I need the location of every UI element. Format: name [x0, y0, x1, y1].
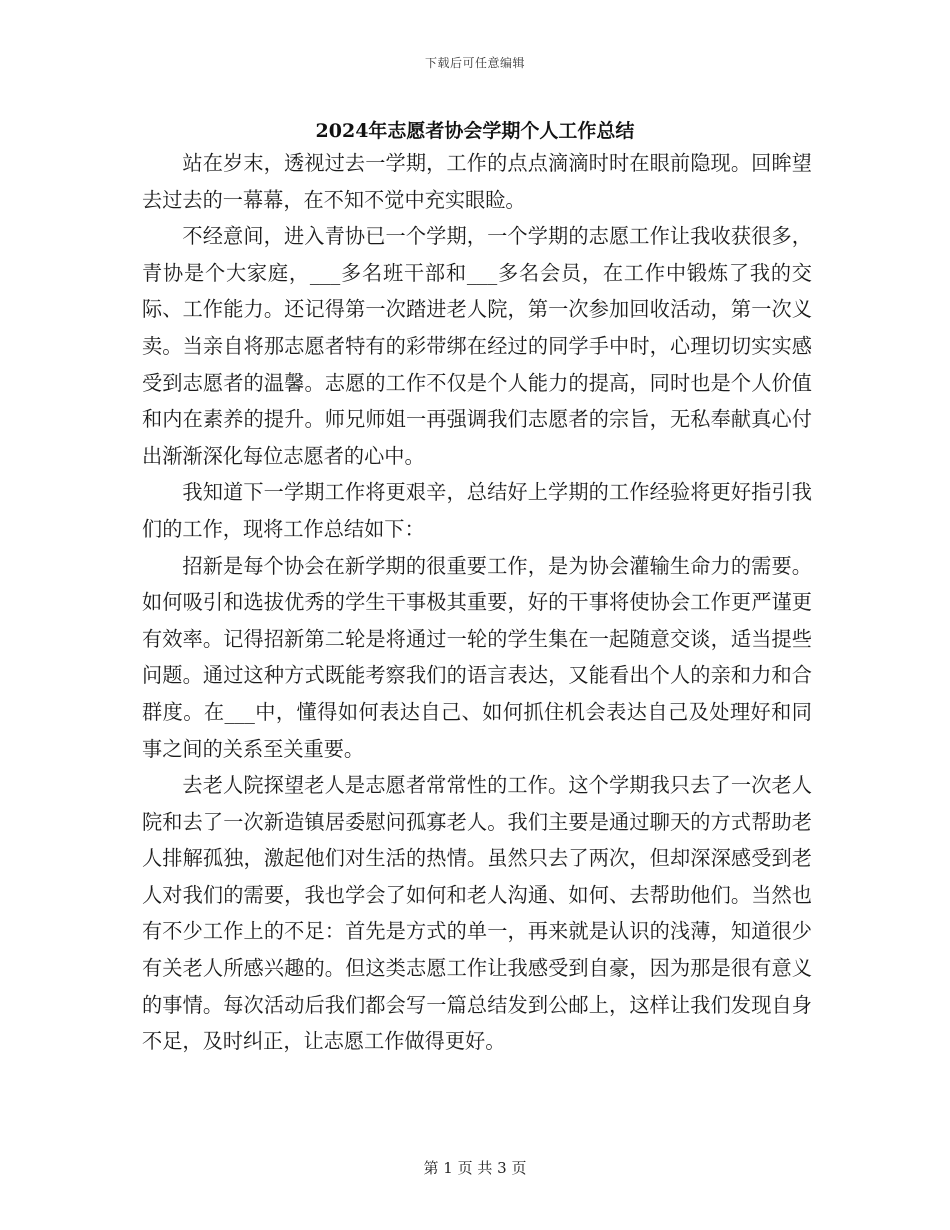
paragraph-outlook: 我知道下一学期工作将更艰辛，总结好上学期的工作经验将更好指引我们的工作，现将工作总结如下： [142, 480, 812, 541]
document-title: 2024年志愿者协会学期个人工作总结 [315, 120, 635, 142]
paragraph-recruitment: 招新是每个协会在新学期的很重要工作，是为协会灌输生命力的需要。如何吸引和选拔优秀的学生干事极其重要，好的干事将使协会工作更严谨更有效率。记得招新第二轮是将通过一轮的学生集在一起随意交谈，适当提些问题。通过这种方式既能考察我们的语言表达，又能看出个人的亲和力和合群度。在___中，懂得如何表达自己、如何抓住机会表达自己及处理好和同事之间的关系至关重要。 [142, 553, 812, 761]
header-note: 下载后可任意编辑 [424, 56, 525, 70]
document-body [142, 145, 812, 1060]
paragraph-experience: 不经意间，进入青协已一个学期，一个学期的志愿工作让我收获很多，青协是个大家庭，___多名班干部和___多名会员，在工作中锻炼了我的交际、工作能力。还记得第一次踏进老人院，第一次参加回收活动，第一次义卖。当亲自将那志愿者特有的彩带绑在经过的同学手中时，心理切切实实感受到志愿者的温馨。志愿的工作不仅是个人能力的提高，同时也是个人价值和内在素养的提升。师兄师姐一再强调我们志愿者的宗旨，无私奉献真心付出渐渐深化每位志愿者的心中。 [142, 224, 812, 468]
paragraph-intro: 站在岁末，透视过去一学期，工作的点点滴滴时时在眼前隐现。回眸望去过去的一幕幕，在不知不觉中充实眼睑。 [142, 151, 812, 212]
paragraph-elderly-visits: 去老人院探望老人是志愿者常常性的工作。这个学期我只去了一次老人院和去了一次新造镇居委慰问孤寡老人。我们主要是通过聊天的方式帮助老人排解孤独，激起他们对生活的热情。虽然只去了两次，但却深深感受到老人对我们的需要，我也学会了如何和老人沟通、如何、去帮助他们。当然也有不少工作上的不足：首先是方式的单一，再来就是认识的浅薄，知道很少有关老人所感兴趣的。但这类志愿工作让我感受到自豪，因为那是很有意义的事情。每次活动后我们都会写一篇总结发到公邮上，这样让我们发现自身不足，及时纠正，让志愿工作做得更好。 [142, 773, 812, 1054]
page-number: 第 1 页 共 3 页 [423, 1159, 527, 1177]
